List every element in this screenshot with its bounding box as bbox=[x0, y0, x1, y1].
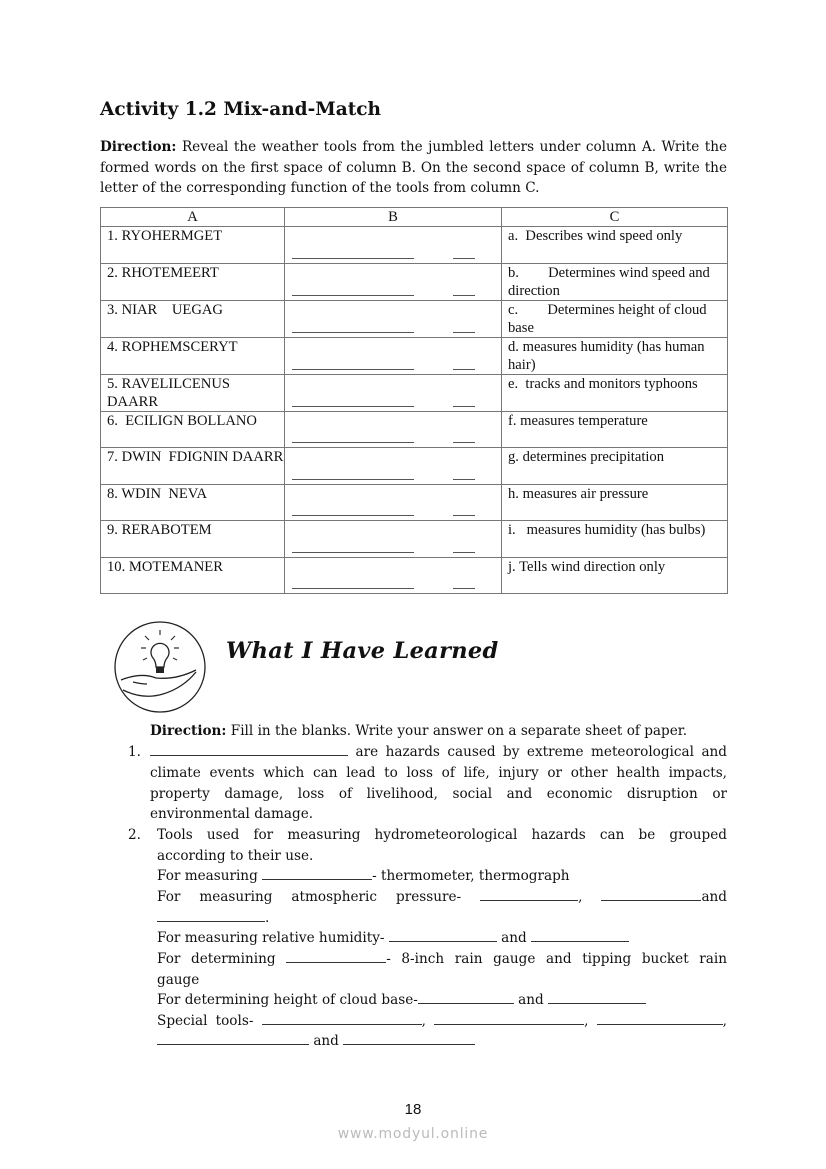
question-1-line bbox=[150, 742, 727, 762]
letter-blank[interactable] bbox=[453, 406, 475, 407]
table-row bbox=[101, 337, 728, 374]
text: , bbox=[578, 889, 602, 905]
function-description: f. measures temperature bbox=[502, 411, 728, 448]
jumbled-word: 5. RAVELILCENUS DAARR bbox=[101, 374, 285, 411]
text: For determining height of cloud base- bbox=[157, 992, 418, 1008]
text: For measuring atmospheric pressure- bbox=[157, 889, 481, 905]
question-2-line: according to their use. bbox=[157, 848, 314, 864]
answer-blank[interactable] bbox=[601, 887, 701, 901]
learned-direction bbox=[150, 721, 687, 741]
special-tools-line-2 bbox=[157, 1031, 475, 1051]
answer-cell[interactable] bbox=[285, 227, 502, 264]
letter-blank[interactable] bbox=[453, 515, 475, 516]
function-description: i. measures humidity (has bulbs) bbox=[502, 521, 728, 558]
letter-blank[interactable] bbox=[453, 442, 475, 443]
function-description: e. tracks and monitors typhoons bbox=[502, 374, 728, 411]
text: - thermometer, thermograph bbox=[372, 868, 570, 884]
function-description: h. measures air pressure bbox=[502, 484, 728, 521]
word-blank[interactable] bbox=[292, 332, 414, 333]
letter-blank[interactable] bbox=[453, 258, 475, 259]
text: and bbox=[309, 1033, 344, 1049]
jumbled-word: 7. DWIN FDIGNIN DAARR bbox=[101, 448, 285, 485]
jumbled-word: 3. NIAR UEGAG bbox=[101, 300, 285, 337]
answer-blank[interactable] bbox=[480, 887, 578, 901]
table-row bbox=[101, 263, 728, 300]
jumbled-word: 8. WDIN NEVA bbox=[101, 484, 285, 521]
word-blank[interactable] bbox=[292, 552, 414, 553]
function-description: b. Determines wind speed and direction bbox=[502, 263, 728, 300]
answer-cell[interactable] bbox=[285, 448, 502, 485]
answer-blank[interactable] bbox=[150, 742, 348, 756]
text: and bbox=[496, 930, 532, 946]
question-2-line: Tools used for measuring hydrometeorological hazards can be grouped bbox=[157, 827, 727, 843]
direction-text: Reveal the weather tools from the jumbled letters under column A. Write the formed words on the first space of column B. On the second space of column B, write the letter of the corresponding function of the tools from column C. bbox=[100, 139, 727, 196]
function-description: d. measures humidity (has human hair) bbox=[502, 337, 728, 374]
function-description: c. Determines height of cloud base bbox=[502, 300, 728, 337]
text: Special tools- bbox=[157, 1013, 262, 1029]
section-title: What I Have Learned bbox=[226, 638, 499, 664]
answer-blank[interactable] bbox=[157, 1031, 309, 1045]
letter-blank[interactable] bbox=[453, 295, 475, 296]
jumbled-word: 2. RHOTEMEERT bbox=[101, 263, 285, 300]
table-header bbox=[101, 208, 728, 227]
text: . bbox=[265, 910, 270, 926]
letter-blank[interactable] bbox=[453, 552, 475, 553]
table-row bbox=[101, 521, 728, 558]
direction-label: Direction: bbox=[150, 723, 227, 739]
answer-blank[interactable] bbox=[157, 908, 265, 922]
table-row bbox=[101, 484, 728, 521]
direction-text: Fill in the blanks. Write your answer on a separate sheet of paper. bbox=[226, 723, 688, 739]
answer-cell[interactable] bbox=[285, 411, 502, 448]
answer-blank[interactable] bbox=[531, 928, 629, 942]
watermark: www.modyul.online bbox=[337, 1126, 489, 1142]
word-blank[interactable] bbox=[292, 515, 414, 516]
answer-blank[interactable] bbox=[343, 1031, 475, 1045]
word-blank[interactable] bbox=[292, 406, 414, 407]
word-blank[interactable] bbox=[292, 295, 414, 296]
answer-cell[interactable] bbox=[285, 374, 502, 411]
precipitation-line-2: gauge bbox=[157, 972, 200, 988]
answer-blank[interactable] bbox=[548, 990, 646, 1004]
question-1-line: environmental damage. bbox=[150, 806, 314, 822]
answer-blank[interactable] bbox=[286, 949, 386, 963]
word-blank[interactable] bbox=[292, 369, 414, 370]
precipitation-line bbox=[157, 949, 727, 969]
activity-title: Activity 1.2 Mix-and-Match bbox=[100, 99, 381, 120]
letter-blank[interactable] bbox=[453, 479, 475, 480]
jumbled-word: 4. ROPHEMSCERYT bbox=[101, 337, 285, 374]
answer-cell[interactable] bbox=[285, 521, 502, 558]
pressure-line bbox=[157, 887, 727, 907]
text: , bbox=[421, 1013, 435, 1029]
answer-cell[interactable] bbox=[285, 300, 502, 337]
header-a: A bbox=[101, 208, 285, 227]
function-description: g. determines precipitation bbox=[502, 448, 728, 485]
text: For determining bbox=[157, 951, 287, 967]
letter-blank[interactable] bbox=[453, 588, 475, 589]
table-row bbox=[101, 374, 728, 411]
answer-cell[interactable] bbox=[285, 557, 502, 594]
answer-blank[interactable] bbox=[597, 1011, 723, 1025]
word-blank[interactable] bbox=[292, 588, 414, 589]
text: For measuring bbox=[157, 868, 263, 884]
text: , bbox=[722, 1013, 727, 1029]
answer-cell[interactable] bbox=[285, 484, 502, 521]
text: , bbox=[584, 1013, 597, 1029]
mix-match-table bbox=[100, 207, 728, 594]
direction-label: Direction: bbox=[100, 139, 177, 155]
function-description: a. Describes wind speed only bbox=[502, 227, 728, 264]
table-row bbox=[101, 300, 728, 337]
function-description: j. Tells wind direction only bbox=[502, 557, 728, 594]
word-blank[interactable] bbox=[292, 442, 414, 443]
text: are hazards caused by extreme meteorological and bbox=[355, 744, 728, 760]
answer-blank[interactable] bbox=[418, 990, 514, 1004]
text: and bbox=[701, 889, 727, 905]
question-1-line: climate events which can lead to loss of life, injury or other health impacts, bbox=[150, 765, 727, 781]
page-number: 18 bbox=[404, 1101, 422, 1118]
word-blank[interactable] bbox=[292, 479, 414, 480]
table-row bbox=[101, 227, 728, 264]
text: and bbox=[513, 992, 549, 1008]
jumbled-word: 6. ECILIGN BOLLANO bbox=[101, 411, 285, 448]
answer-blank[interactable] bbox=[262, 1011, 422, 1025]
text: For measuring relative humidity- bbox=[157, 930, 389, 946]
answer-cell[interactable] bbox=[285, 263, 502, 300]
word-blank[interactable] bbox=[292, 258, 414, 259]
table-row bbox=[101, 411, 728, 448]
answer-blank[interactable] bbox=[262, 866, 372, 880]
question-number: 1. bbox=[128, 744, 141, 760]
answer-cell[interactable] bbox=[285, 337, 502, 374]
question-number: 2. bbox=[128, 827, 141, 843]
letter-blank[interactable] bbox=[453, 369, 475, 370]
answer-blank[interactable] bbox=[434, 1011, 584, 1025]
cloud-base-line bbox=[157, 990, 646, 1010]
table-row bbox=[101, 557, 728, 594]
activity-direction bbox=[100, 137, 727, 199]
jumbled-word: 9. RERABOTEM bbox=[101, 521, 285, 558]
pressure-line-2 bbox=[157, 908, 269, 928]
humidity-line bbox=[157, 928, 629, 948]
text: - 8-inch rain gauge and tipping bucket rain bbox=[386, 951, 728, 967]
jumbled-word: 1. RYOHERMGET bbox=[101, 227, 285, 264]
lightbulb-hand-icon bbox=[113, 620, 207, 714]
answer-blank[interactable] bbox=[389, 928, 497, 942]
question-1-line: property damage, loss of livelihood, social and economic disruption or bbox=[150, 786, 727, 802]
header-b: B bbox=[285, 208, 502, 227]
temperature-line bbox=[157, 866, 570, 886]
table-row bbox=[101, 448, 728, 485]
special-tools-line bbox=[157, 1011, 727, 1031]
letter-blank[interactable] bbox=[453, 332, 475, 333]
header-c: C bbox=[502, 208, 728, 227]
jumbled-word: 10. MOTEMANER bbox=[101, 557, 285, 594]
